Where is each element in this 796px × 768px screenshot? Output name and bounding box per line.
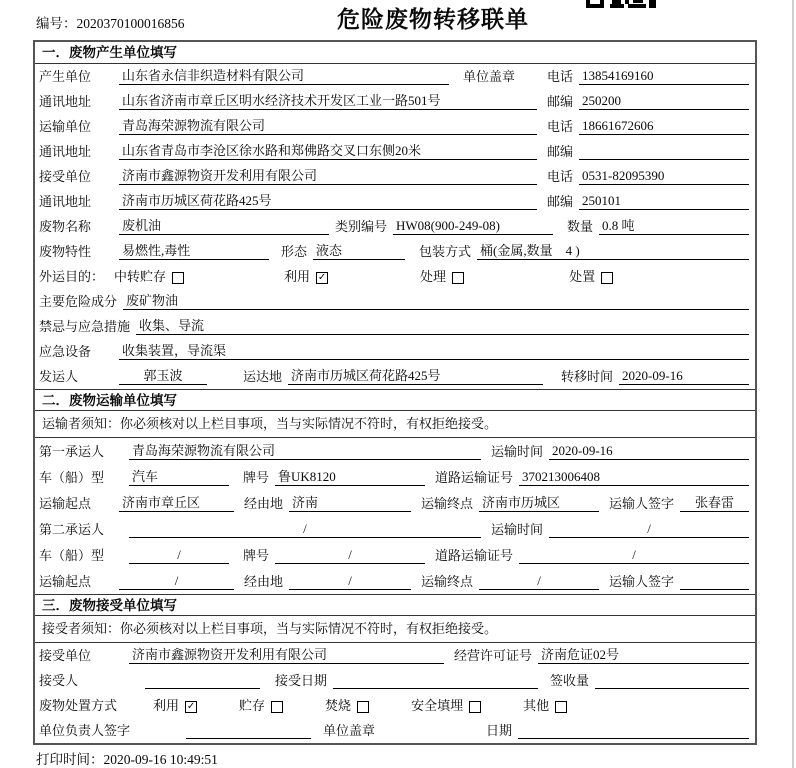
purpose-checkbox-dispose: [601, 272, 613, 284]
carrier1-plate-label: 牌号: [243, 470, 270, 485]
receiver-phone-value: 0531-82095390: [579, 168, 749, 185]
carrier2-value: /: [129, 521, 481, 538]
waste-pack-label: 包装方式: [419, 244, 472, 259]
responsible-signature-label: 单位负责人签字: [39, 723, 131, 738]
waste-props-value: 易燃性,毒性: [119, 240, 269, 260]
waste-qty-label: 数量: [567, 219, 594, 234]
print-time-value: 2020-09-16 10:49:51: [103, 752, 218, 767]
main-hazard-value: 废矿物油: [123, 290, 749, 310]
manifest-form: [33, 40, 757, 745]
producer-address-row: [35, 89, 755, 114]
carrier1-via-value: 济南: [289, 492, 411, 512]
producer-address-label: 通讯地址: [39, 94, 92, 109]
disposal-option-landfill: [411, 695, 481, 714]
destination-label: 运达地: [243, 369, 283, 384]
carrier2-via-label: 经由地: [244, 574, 284, 589]
waste-name-label: 废物名称: [39, 219, 92, 234]
producer-value: 山东省永信非织造材料有限公司: [119, 65, 449, 85]
main-hazard-label: 主要危险成分: [39, 294, 118, 309]
receiver-phone-label: 电话: [546, 169, 573, 184]
producer-address-value: 山东省济南市章丘区明水经济技术开发区工业一路501号: [119, 90, 537, 110]
transporter-notice: 运输者须知：你必须核对以上栏目事项，当与实际情况不符时，有权拒绝接受。: [35, 411, 755, 438]
carrier2-via-value: /: [289, 573, 411, 590]
carrier2-route-row: [35, 568, 755, 594]
disposal-checkbox-incineration: [357, 701, 369, 713]
carrier1-label: 第一承运人: [39, 444, 105, 459]
acceptor-label: 接受人: [39, 673, 79, 688]
receiver-row: [35, 164, 755, 189]
disposal-option-recycle-label: 利用: [153, 698, 180, 713]
receiver-value: 济南市鑫源物资开发利用有限公司: [119, 165, 537, 185]
waste-code-label: 类别编号: [335, 219, 388, 234]
section1-header: 一．废物产生单位填写: [35, 42, 755, 64]
dispatcher-value: 郭玉波: [119, 365, 207, 385]
carrier2-time-value: /: [549, 521, 749, 538]
carrier2-name-row: [35, 516, 755, 542]
transporter-value: 青岛海荣源物流有限公司: [119, 115, 537, 135]
transporter-address-label: 通讯地址: [39, 144, 92, 159]
print-time: [36, 748, 218, 768]
carrier2-signature-value: [680, 573, 749, 590]
section2-header: 二．废物运输单位填写: [35, 389, 755, 411]
receiver-zip-value: 250101: [579, 193, 749, 210]
receiver-address-row: [35, 189, 755, 214]
waste-name-row: [35, 214, 755, 239]
carrier1-name-row: [35, 438, 755, 464]
accepting-unit-label: 接受单位: [39, 648, 92, 663]
carrier2-origin-label: 运输起点: [39, 574, 92, 589]
carrier2-vehicle-type-value: /: [129, 547, 229, 564]
document-number-label: 编号：: [36, 16, 77, 31]
purpose-option-transit-storage-label: 中转贮存: [114, 269, 167, 284]
page-edge-line: [792, 0, 794, 768]
operating-license-value: 济南危证02号: [538, 644, 749, 664]
seal-date-label: 日期: [486, 723, 513, 738]
carrier1-origin-value: 济南市章丘区: [119, 492, 234, 512]
transporter-label: 运输单位: [39, 119, 92, 134]
carrier2-signature-label: 运输人签字: [609, 574, 675, 589]
transporter-zip-value: [579, 143, 749, 160]
accept-date-label: 接受日期: [275, 673, 328, 688]
purpose-option-recycle: [284, 266, 328, 285]
disposal-option-storage: [239, 695, 283, 714]
accepting-unit-row: [35, 643, 755, 668]
transporter-zip-label: 邮编: [546, 144, 573, 159]
carrier1-time-label: 运输时间: [490, 444, 543, 459]
responsible-signature-value: [186, 722, 311, 739]
purpose-checkbox-transit-storage: [172, 272, 184, 284]
seal-date-value: [518, 722, 749, 739]
carrier1-road-license-label: 道路运输证号: [435, 470, 514, 485]
acceptor-value: [145, 672, 260, 689]
destination-value: 济南市历城区荷花路425号: [288, 365, 543, 385]
waste-name-value: 废机油: [119, 215, 329, 235]
carrier1-terminus-value: 济南市历城区: [479, 492, 599, 512]
receiver-address-label: 通讯地址: [39, 194, 92, 209]
carrier1-signature-value: 张春雷: [680, 492, 749, 512]
received-quantity-label: 签收量: [550, 673, 590, 688]
contraindication-value: 收集、导流: [136, 315, 749, 335]
responsible-signature-row: [35, 718, 755, 743]
transporter-phone-value: 18661672606: [579, 118, 749, 135]
receiver-zip-label: 邮编: [546, 194, 573, 209]
disposal-checkbox-landfill: [469, 701, 481, 713]
carrier2-plate-label: 牌号: [243, 548, 270, 563]
waste-qty-value: 0.8 吨: [599, 215, 749, 235]
contraindication-label: 禁忌与应急措施: [39, 319, 131, 334]
emergency-equipment-row: [35, 339, 755, 364]
carrier1-plate-value: 鲁UK8120: [275, 466, 425, 486]
received-quantity-value: [595, 672, 749, 689]
carrier1-vehicle-type-value: 汽车: [129, 466, 229, 486]
waste-code-value: HW08(900-249-08): [393, 218, 553, 235]
disposal-checkbox-storage: [271, 701, 283, 713]
producer-phone-label: 电话: [546, 69, 573, 84]
disposal-option-landfill-label: 安全填埋: [411, 698, 464, 713]
disposal-option-other: [523, 695, 567, 714]
producer-row: [35, 64, 755, 89]
disposal-option-other-label: 其他: [523, 698, 550, 713]
transfer-purpose-row: [35, 264, 755, 289]
disposal-checkbox-recycle: ✓: [186, 701, 196, 712]
purpose-checkbox-recycle: ✓: [317, 272, 327, 283]
carrier1-value: 青岛海荣源物流有限公司: [129, 440, 481, 460]
waste-pack-value: 桶(金属,数量 4 ): [477, 240, 749, 260]
carrier1-signature-label: 运输人签字: [609, 496, 675, 511]
receiver-notice: 接受者须知：你必须核对以上栏目事项，当与实际情况不符时，有权拒绝接受。: [35, 616, 755, 643]
transporter-address-row: [35, 139, 755, 164]
purpose-checkbox-treat: [452, 272, 464, 284]
carrier2-time-label: 运输时间: [490, 522, 543, 537]
carrier1-vehicle-row: [35, 464, 755, 490]
disposal-method-row: [35, 693, 755, 718]
emergency-equipment-label: 应急设备: [39, 344, 92, 359]
carrier2-road-license-value: /: [519, 547, 749, 564]
producer-label: 产生单位: [39, 69, 92, 84]
purpose-option-treat-label: 处理: [420, 269, 447, 284]
transporter-row: [35, 114, 755, 139]
receiver-label: 接受单位: [39, 169, 92, 184]
carrier2-road-license-label: 道路运输证号: [435, 548, 514, 563]
accepting-unit-value: 济南市鑫源物资开发利用有限公司: [129, 644, 444, 664]
dispatch-row: [35, 364, 755, 389]
carrier1-via-label: 经由地: [244, 496, 284, 511]
unit-seal-label: 单位盖章: [463, 69, 516, 84]
print-time-label: 打印时间：: [36, 752, 104, 767]
purpose-option-dispose: [569, 266, 613, 285]
producer-zip-value: 250200: [579, 93, 749, 110]
operating-license-label: 经营许可证号: [454, 648, 533, 663]
transfer-time-label: 转移时间: [561, 369, 614, 384]
carrier1-origin-label: 运输起点: [39, 496, 92, 511]
purpose-option-dispose-label: 处置: [569, 269, 596, 284]
waste-props-row: [35, 239, 755, 264]
main-hazard-row: [35, 289, 755, 314]
disposal-option-incineration: [325, 695, 369, 714]
carrier2-terminus-value: /: [479, 573, 599, 590]
qr-code-fragment-icon: [586, 0, 664, 9]
receiver-address-value: 济南市历城区荷花路425号: [119, 190, 537, 210]
carrier2-vehicle-type-label: 车（船）型: [39, 548, 105, 563]
accept-date-value: [333, 672, 538, 689]
disposal-option-recycle: [153, 695, 197, 714]
carrier2-origin-value: /: [119, 573, 234, 590]
waste-form-value: 液态: [313, 240, 405, 260]
disposal-method-label: 废物处置方式: [39, 698, 118, 713]
carrier1-time-value: 2020-09-16: [549, 443, 749, 460]
emergency-equipment-value: 收集装置，导流渠: [119, 340, 749, 360]
purpose-option-treat: [420, 266, 464, 285]
carrier1-vehicle-type-label: 车（船）型: [39, 470, 105, 485]
contraindication-row: [35, 314, 755, 339]
transfer-time-value: 2020-09-16: [619, 368, 749, 385]
transfer-purpose-label: 外运目的：: [39, 269, 105, 284]
carrier2-label: 第二承运人: [39, 522, 105, 537]
document-number-value: 2020370100016856: [76, 16, 185, 31]
producer-zip-label: 邮编: [546, 94, 573, 109]
waste-form-label: 形态: [281, 244, 308, 259]
carrier2-vehicle-row: [35, 542, 755, 568]
section3-header: 三．废物接受单位填写: [35, 594, 755, 616]
disposal-checkbox-other: [555, 701, 567, 713]
purpose-option-recycle-label: 利用: [284, 269, 311, 284]
transporter-address-value: 山东省青岛市李沧区徐水路和郑佛路交叉口东侧20米: [119, 140, 537, 160]
transporter-phone-label: 电话: [546, 119, 573, 134]
dispatcher-label: 发运人: [39, 369, 79, 384]
carrier1-route-row: [35, 490, 755, 516]
carrier1-terminus-label: 运输终点: [421, 496, 474, 511]
disposal-option-storage-label: 贮存: [239, 698, 266, 713]
page-title: 危险废物转移联单: [337, 6, 529, 32]
carrier2-terminus-label: 运输终点: [421, 574, 474, 589]
unit-seal-label-2: 单位盖章: [323, 723, 376, 738]
acceptor-row: [35, 668, 755, 693]
document-number: [36, 12, 185, 32]
carrier1-road-license-value: 370213006408: [519, 469, 749, 486]
producer-phone-value: 13854169160: [579, 68, 749, 85]
waste-props-label: 废物特性: [39, 244, 92, 259]
disposal-option-incineration-label: 焚烧: [325, 698, 352, 713]
carrier2-plate-value: /: [275, 547, 425, 564]
purpose-option-transit-storage: [114, 266, 184, 285]
